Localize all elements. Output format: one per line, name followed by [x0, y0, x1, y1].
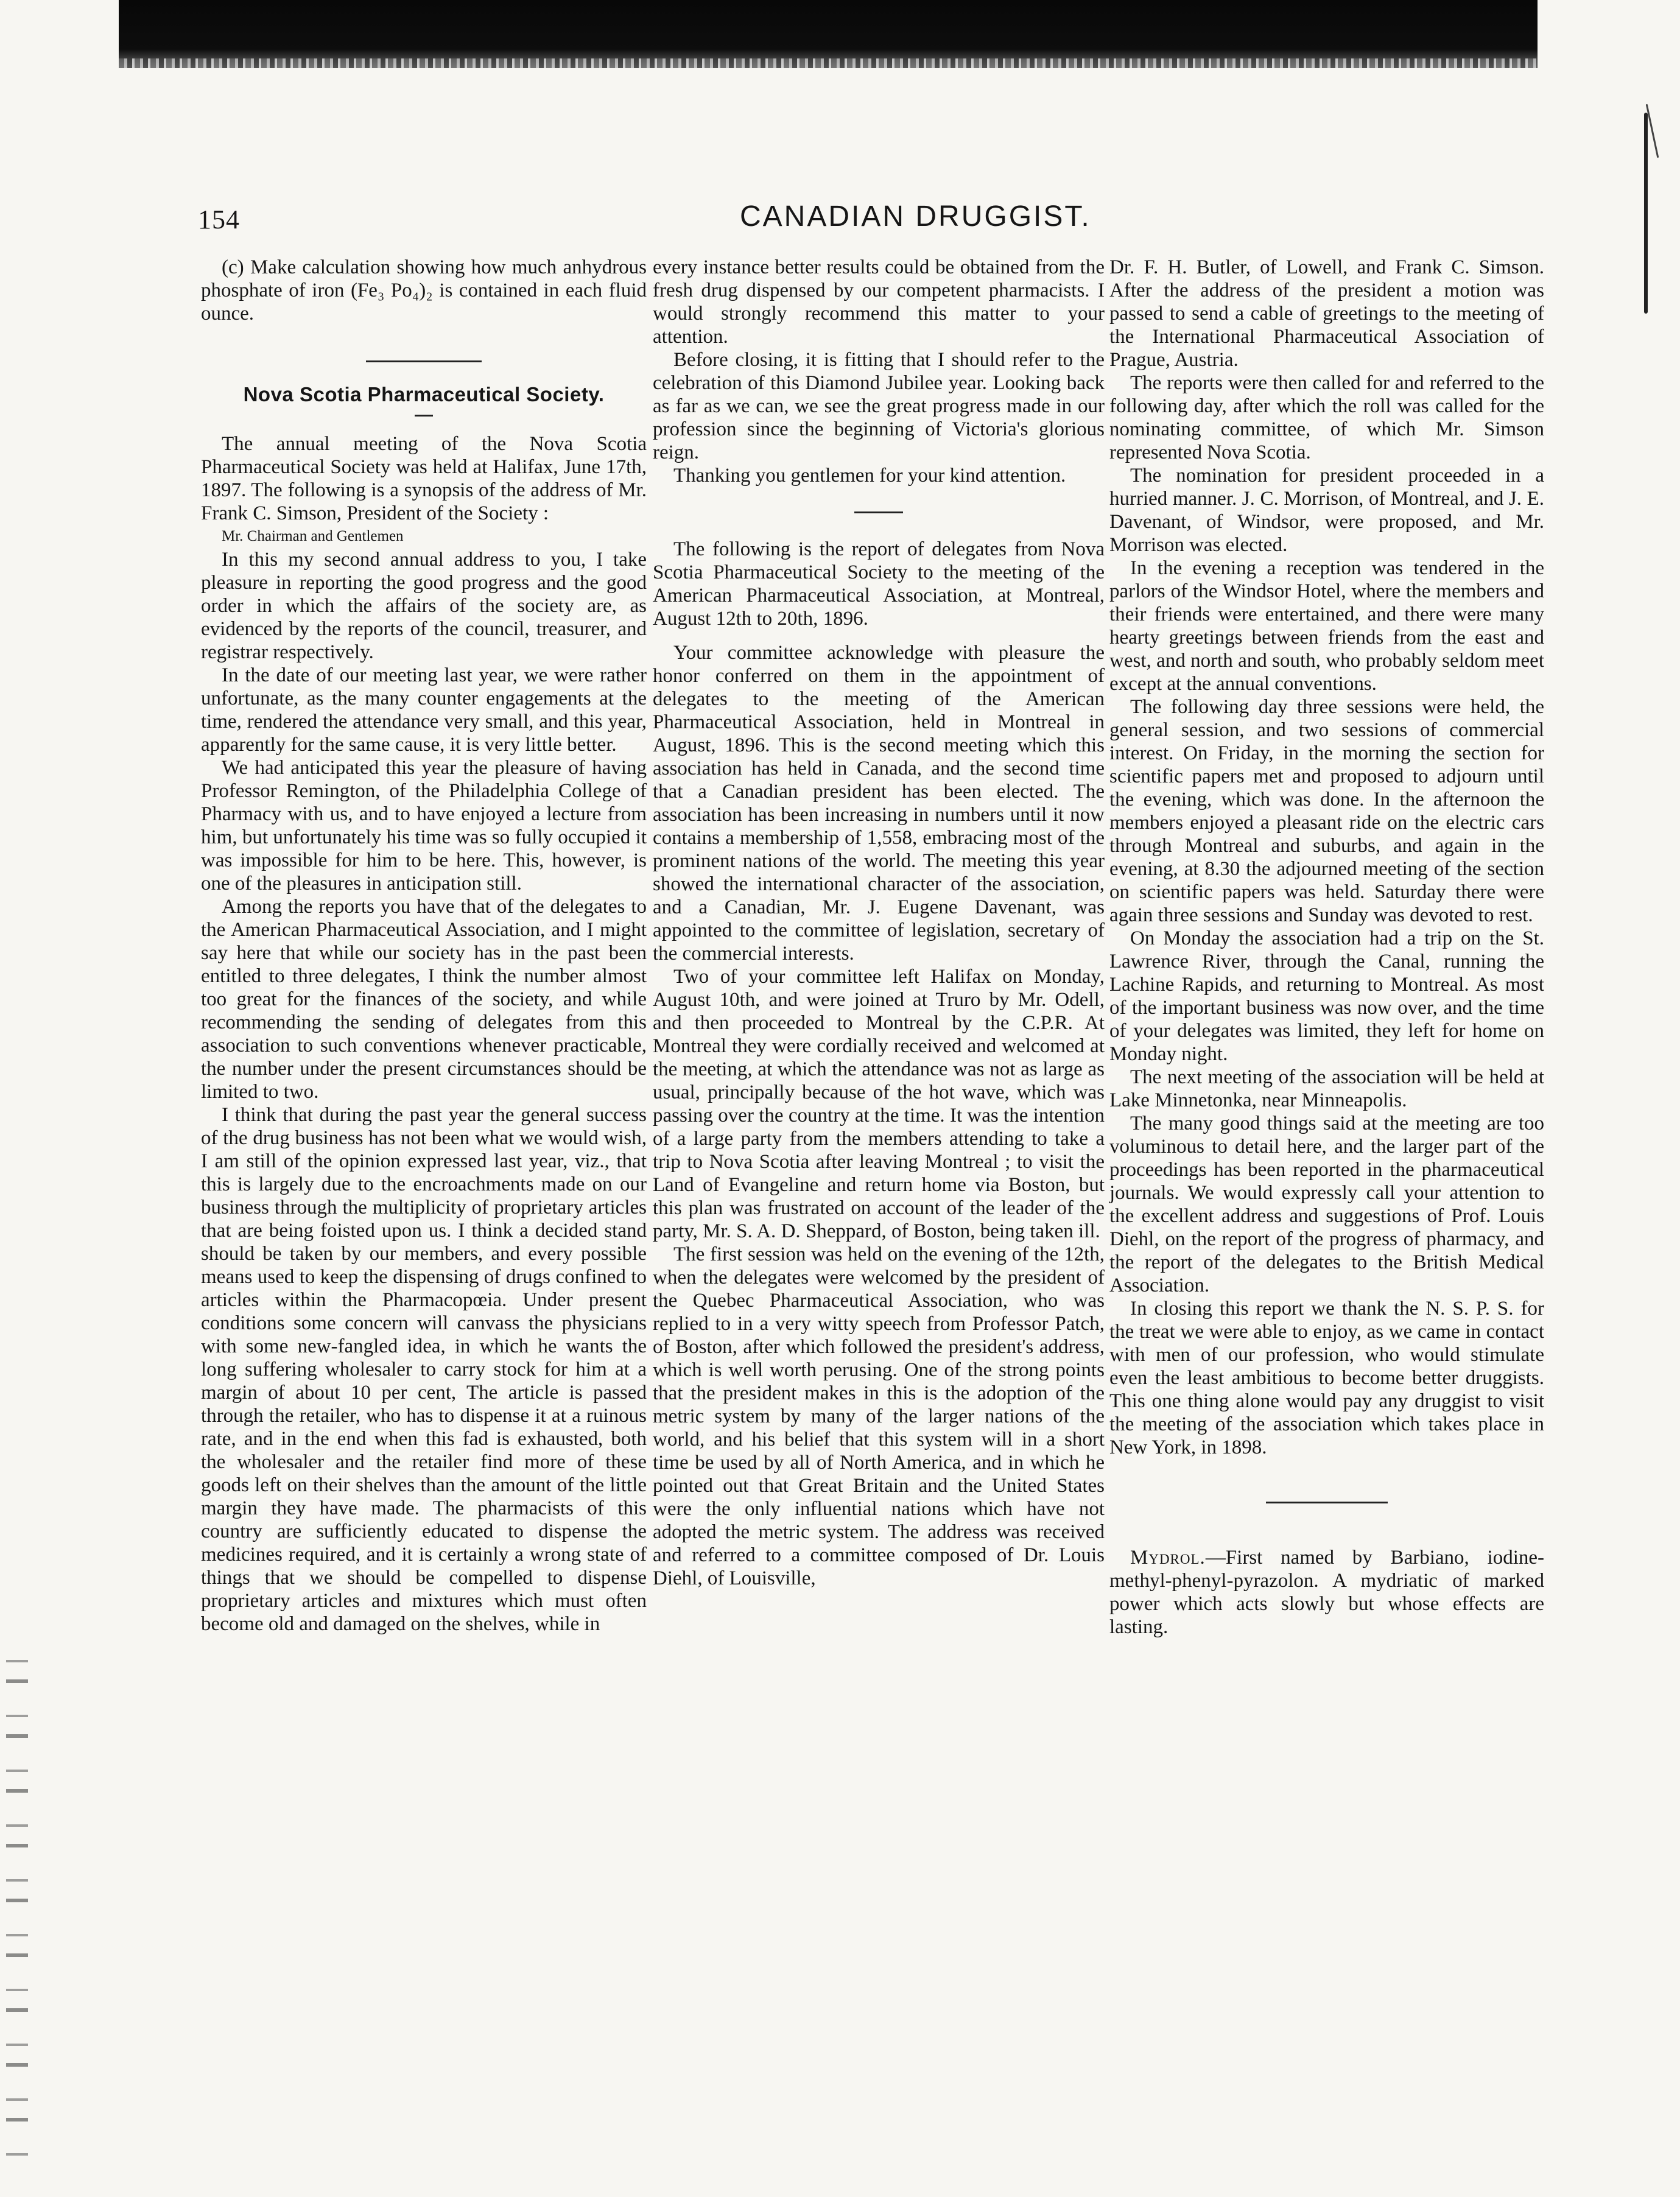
- paragraph: In closing this report we thank the N. S. P. S. for the treat we were able to enjoy, as we came in contact with men of our profession, who would stimulate even the least ambitious to become better druggists. This one thing alone would pay any druggist to visit the meeting of the association which takes place in New York, in 1898.: [1109, 1298, 1544, 1458]
- column-3: [1109, 256, 1544, 1639]
- salutation: Mr. Chairman and Gentlemen: [222, 528, 404, 544]
- paragraph: The nomination for president proceeded in a hurried manner. J. C. Morrison, of Montreal, and J. E. Davenant, of Windsor, were proposed, and Mr. Morrison was elected.: [1109, 465, 1544, 556]
- mydrol-definition: —First named by Barbiano, iodine-methyl-phenyl-pyrazolon. A mydriatic of marked power which acts slowly but whose effects are lasting.: [1109, 1547, 1544, 1638]
- paragraph: The annual meeting of the Nova Scotia Pharmaceutical Society was held at Halifax, June 17th, 1897. The following is a synopsis of the address of Mr. Frank C. Simson, President of the Society :: [201, 433, 647, 524]
- column-1: [201, 256, 647, 1636]
- running-head: CANADIAN DRUGGIST.: [740, 200, 1091, 233]
- article-headline: Nova Scotia Pharmaceutical Society.: [243, 383, 605, 406]
- paragraph: I think that during the past year the general success of the drug business has not been what we would wish, I am still of the opinion expressed last year, viz., that this is largely due to the encroachments made on our business through the multiplicity of proprietary articles that are being foisted upon us. I think a decided stand should be taken by our members, and every possible means used to keep the dispensing of drugs confined to articles within the Pharmacopœia. Under present conditions some concern will canvass the physicians with some new-fangled idea, in which he wants the long suffering wholesaler to carry stock for him at a margin of about 10 per cent, The article is passed through the retailer, who has to dispense it at a ruinous rate, and in the end when this fad is exhausted, both the wholesaler and the retailer find more of these goods left on their shelves than the amount of the little margin they have made. The pharmacists of this country are sufficiently educated to dispense the medicines required, and it is certainly a wrong state of things that we should be compelled to dispense proprietary articles and mixtures which must often become old and damaged on the shelves, while in: [201, 1104, 647, 1635]
- paragraph: (c) Make calculation showing how much anhydrous phosphate of iron (Fe₃ Po₄)₂ is contained in each fluid ounce.: [201, 256, 647, 325]
- paragraph: every instance better results could be obtained from the fresh drug dispensed by our competent pharmacists. I would strongly recommend this matter to your attention.: [653, 256, 1105, 348]
- headline-dash: [415, 415, 433, 417]
- paragraph: Among the reports you have that of the delegates to the American Pharmaceutical Association, and I might say here that while our society has in the past been entitled to three delegates, I think the number almost too great for the finances of the society, and while recommending the sending of delegates from this association to such conventions whenever practicable, the number under the present circumstances should be limited to two.: [201, 896, 647, 1103]
- page-number: 154: [198, 205, 240, 234]
- scan-top-edge-texture: [119, 58, 1538, 68]
- paragraph: In the evening a reception was tendered in the parlors of the Windsor Hotel, where the members and their friends were entertained, and there were many hearty greetings between friends from the east and west, and north and south, who probably seldom meet except at the annual conventions.: [1109, 557, 1544, 695]
- paragraph: The many good things said at the meeting are too voluminous to detail here, and the larger part of the proceedings has been reported in the pharmaceutical journals. We would expressly call your attention to the excellent address and suggestions of Prof. Louis Diehl, on the report of the progress of pharmacy, and the report of the delegates to the British Medical Association.: [1109, 1113, 1544, 1296]
- section-rule: [366, 360, 482, 362]
- scan-margin-mark: [1644, 113, 1648, 314]
- column-2: [653, 256, 1105, 1590]
- paragraph: The following is the report of delegates from Nova Scotia Pharmaceutical Society to the meeting of the American Pharmaceutical Association, at Montreal, August 12th to 20th, 1896.: [653, 538, 1105, 630]
- paragraph: In this my second annual address to you, I take pleasure in reporting the good progress and the good order in which the affairs of the society are, as evidenced by the reports of the council, treasurer, and registrar respectively.: [201, 549, 647, 663]
- scan-left-speckle: [6, 1644, 28, 2168]
- paragraph: The reports were then called for and referred to the following day, after which the roll was called for the nominating committee, of which Mr. Simson represented Nova Scotia.: [1109, 372, 1544, 463]
- section-rule: [854, 511, 903, 513]
- section-rule: [1266, 1502, 1388, 1503]
- paragraph: Your committee acknowledge with pleasure the honor conferred on them in the appointment of delegates to the meeting of the American Pharmaceutical Association, held in Montreal in August, 1896. This is the second meeting which this association has held in Canada, and the second time that a Canadian president has been elected. The association has been increasing in numbers until it now contains a membership of 1,558, embracing most of the prominent nations of the world. The meeting this year showed the international character of the association, and a Canadian, Mr. J. Eugene Davenant, was appointed to the committee of legislation, secretary of the commercial interests.: [653, 642, 1105, 965]
- paragraph: Dr. F. H. Butler, of Lowell, and Frank C. Simson. After the address of the president a motion was passed to send a cable of greetings to the meeting of the International Pharmaceutical Association of Prague, Austria.: [1109, 256, 1544, 371]
- paragraph: The first session was held on the evening of the 12th, when the delegates were welcomed by the president of the Quebec Pharmaceutical Association, who was replied to in a very witty speech from Professor Patch, of Boston, after which followed the president's address, which is well worth perusing. One of the strong points that the president makes in this is the adoption of the metric system by many of the larger nations of the world, and his belief that this system will in a short time be used by all of North America, and in which he pointed out that Great Britain and the United States were the only influential nations which have not adopted the metric system. The address was received and referred to a committee composed of Dr. Louis Diehl, of Louisville,: [653, 1243, 1105, 1589]
- paragraph: Thanking you gentlemen for your kind attention.: [673, 465, 1066, 487]
- paragraph: We had anticipated this year the pleasure of having Professor Remington, of the Philadelphia College of Pharmacy with us, and to have enjoyed a lecture from him, but unfortunately his time was so fully occupied it was impossible for him to be here. This, however, is one of the pleasures in anticipation still.: [201, 757, 647, 895]
- paragraph-mydrol: [1109, 1546, 1544, 1639]
- mydrol-term: Mydrol.: [1130, 1547, 1206, 1569]
- paragraph: On Monday the association had a trip on the St. Lawrence River, through the Canal, running the Lachine Rapids, and returning to Montreal. As most of the important business was now over, and the time of your delegates was limited, they left for home on Monday night.: [1109, 927, 1544, 1065]
- paragraph: Before closing, it is fitting that I should refer to the celebration of this Diamond Jubilee year. Looking back as far as we can, we see the great progress made in our profession since the beginning of Victoria's glorious reign.: [653, 349, 1105, 463]
- paragraph: In the date of our meeting last year, we were rather unfortunate, as the many counter engagements at the time, rendered the attendance very small, and this year, apparently for the same cause, it is very little better.: [201, 664, 647, 756]
- paragraph: Two of your committee left Halifax on Monday, August 10th, and were joined at Truro by Mr. Odell, and then proceeded to Montreal by the C.P.R. At Montreal they were cordially received and welcomed at the meeting, at which the attendance was not as large as usual, principally because of the hot wave, which was passing over the country at the time. It was the intention of a large party from the members attending to take a trip to Nova Scotia after leaving Montreal ; to visit the Land of Evangeline and return home via Boston, but this plan was frustrated on account of the leader of the party, Mr. S. A. D. Sheppard, of Boston, being taken ill.: [653, 966, 1105, 1242]
- paragraph: The next meeting of the association will be held at Lake Minnetonka, near Minneapolis.: [1109, 1066, 1544, 1111]
- paragraph: The following day three sessions were held, the general session, and two sessions of commercial interest. On Friday, in the morning the section for scientific papers met and proposed to adjourn until the evening, which was done. In the afternoon the members enjoyed a pleasant ride on the electric cars through Montreal and suburbs, and again in the evening, at 8.30 the adjourned meeting of the section on scientific papers was held. Saturday there were again three sessions and Sunday was devoted to rest.: [1109, 696, 1544, 926]
